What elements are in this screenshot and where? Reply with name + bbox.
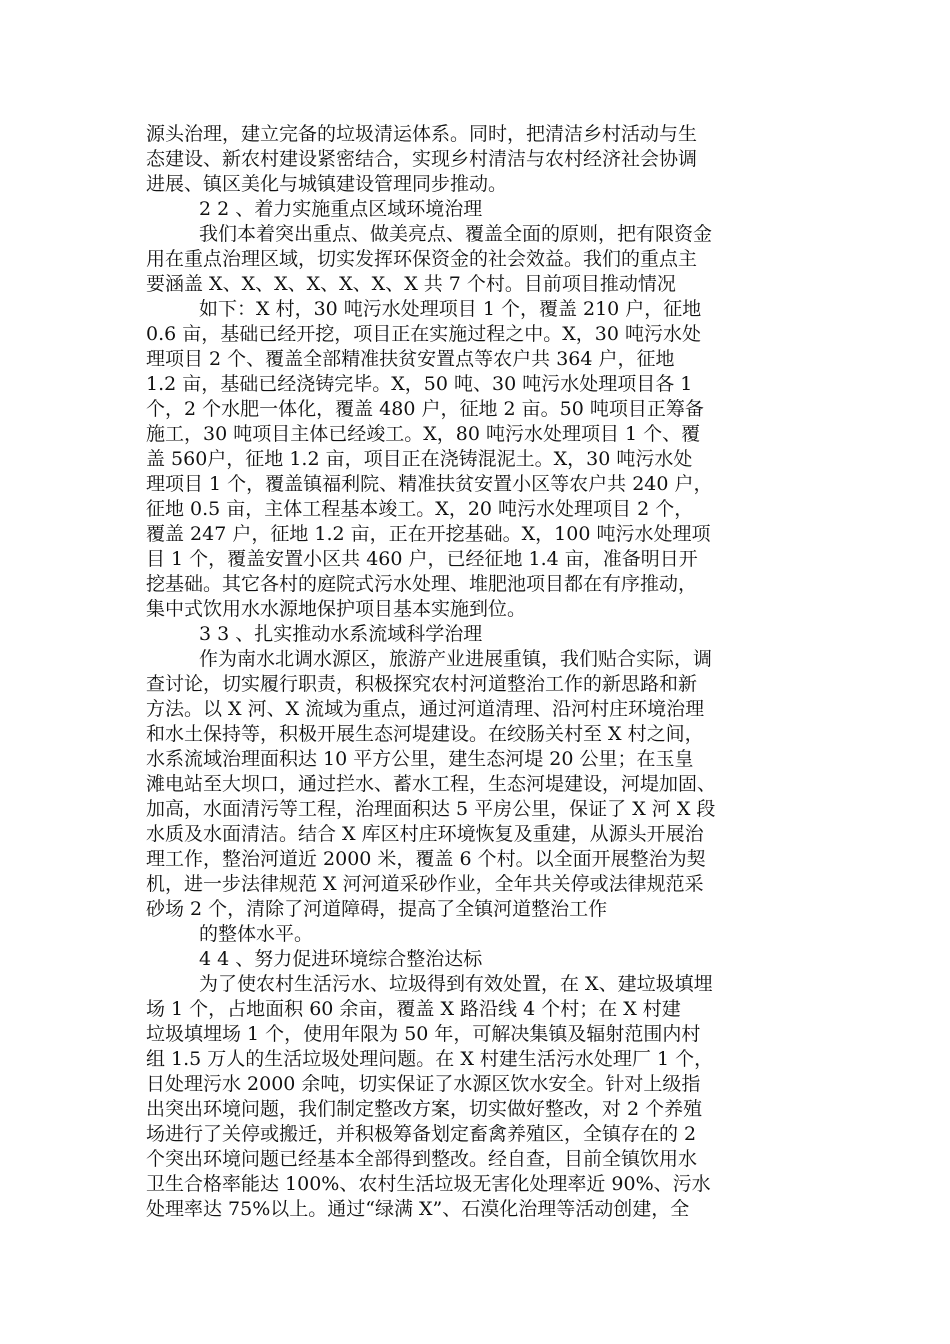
text-line: 用在重点治理区域，切实发挥环保资金的社会效益。我们的重点主 (146, 248, 698, 270)
text-line: 1.2 亩，基础已经浇铸完毕。X，50 吨、30 吨污水处理项目各 1 (146, 373, 693, 395)
text-line: 场进行了关停或搬迁，并积极筹备划定畜禽养殖区，全镇存在的 2 (146, 1123, 697, 1145)
text-line: 垃圾填埋场 1 个，使用年限为 50 年，可解决集镇及辐射范围内村 (146, 1023, 701, 1045)
text-line: 施工，30 吨项目主体已经竣工。X，80 吨污水处理项目 1 个、覆 (146, 423, 701, 445)
text-line: 场 1 个，占地面积 60 余亩，覆盖 X 路沿线 4 个村；在 X 村建 (146, 998, 681, 1020)
text-line: 理项目 2 个、覆盖全部精准扶贫安置点等农户共 364 户，征地 (146, 348, 675, 370)
text-line: 征地 0.5 亩，主体工程基本竣工。X，20 吨污水处理项目 2 个， (146, 498, 694, 520)
text-line: 理项目 1 个，覆盖镇福利院、精准扶贫安置小区等农户共 240 户， (146, 473, 713, 495)
text-line: 查讨论，切实履行职责，积极探究农村河道整治工作的新思路和新 (146, 673, 698, 695)
text-line: 0.6 亩，基础已经开挖，项目正在实施过程之中。X，30 吨污水处 (146, 323, 702, 345)
text-line: 覆盖 247 户，征地 1.2 亩，正在开挖基础。X，100 吨污水处理项 (146, 523, 711, 545)
text-line: 要涵盖 X、X、X、X、X、X、X 共 7 个村。目前项目推动情况 (146, 273, 676, 295)
text-line: 如下：X 村，30 吨污水处理项目 1 个，覆盖 210 户，征地 (199, 298, 702, 320)
text-line: 出突出环境问题，我们制定整改方案，切实做好整改，对 2 个养殖 (146, 1098, 703, 1120)
text-line: 挖基础。其它各村的庭院式污水处理、堆肥池项目都在有序推动， (146, 573, 698, 595)
text-line: 处理率达 75%以上。通过“绿满 X”、石漠化治理等活动创建，全 (146, 1198, 690, 1220)
text-line: 个突出环境问题已经基本全部得到整改。经自查，目前全镇饮用水 (146, 1148, 698, 1170)
text-line: 理工作，整治河道近 2000 米，覆盖 6 个村。以全面开展整治为契 (146, 848, 706, 870)
text-line: 卫生合格率能达 100%、农村生活垃圾无害化处理率近 90%、污水 (146, 1173, 711, 1195)
text-line: 方法。以 X 河、X 流域为重点，通过河道清理、沿河村庄环境治理 (146, 698, 705, 720)
section-heading: 4 4 、努力促进环境综合整治达标 (199, 948, 483, 970)
text-line: 组 1.5 万人的生活垃圾处理问题。在 X 村建生活污水处理厂 1 个， (146, 1048, 714, 1070)
section-heading: 3 3 、扎实推动水系流域科学治理 (199, 623, 483, 645)
text-line: 盖 560户，征地 1.2 亩，项目正在浇铸混泥土。X，30 吨污水处 (146, 448, 693, 470)
text-line: 砂场 2 个，清除了河道障碍，提高了全镇河道整治工作 (146, 898, 608, 920)
text-line: 个，2 个水肥一体化，覆盖 480 户，征地 2 亩。50 吨项目正筹备 (146, 398, 704, 420)
text-line: 的整体水平。 (199, 923, 314, 945)
text-line: 集中式饮用水水源地保护项目基本实施到位。 (146, 598, 527, 620)
text-line: 源头治理，建立完备的垃圾清运体系。同时，把清洁乡村活动与生 (146, 123, 698, 145)
text-line: 机，进一步法律规范 X 河河道采砂作业，全年共关停或法律规范采 (146, 873, 704, 895)
text-line: 目 1 个，覆盖安置小区共 460 户，已经征地 1.4 亩，准备明日开 (146, 548, 698, 570)
text-line: 滩电站至大坝口，通过拦水、蓄水工程，生态河堤建设，河堤加固、 (146, 773, 717, 795)
section-heading: 2 2 、着力实施重点区域环境治理 (199, 198, 483, 220)
text-line: 水系流域治理面积达 10 平方公里，建生态河堤 20 公里；在玉皇 (146, 748, 694, 770)
text-line: 为了使农村生活污水、垃圾得到有效处置，在 X、建垃圾填埋 (199, 973, 713, 995)
text-line: 作为南水北调水源区，旅游产业进展重镇，我们贴合实际，调 (199, 648, 713, 670)
text-line: 日处理污水 2000 余吨，切实保证了水源区饮水安全。针对上级指 (146, 1073, 701, 1095)
text-line: 加高，水面清污等工程，治理面积达 5 平房公里，保证了 X 河 X 段 (146, 798, 716, 820)
text-line: 我们本着突出重点、做美亮点、覆盖全面的原则，把有限资金 (199, 223, 713, 245)
text-line: 进展、镇区美化与城镇建设管理同步推动。 (146, 173, 508, 195)
text-line: 水质及水面清洁。结合 X 库区村庄环境恢复及重建，从源头开展治 (146, 823, 704, 845)
text-line: 态建设、新农村建设紧密结合，实现乡村清洁与农村经济社会协调 (146, 148, 698, 170)
text-line: 和水土保持等，积极开展生态河堤建设。在绞肠关村至 X 村之间， (146, 723, 704, 745)
